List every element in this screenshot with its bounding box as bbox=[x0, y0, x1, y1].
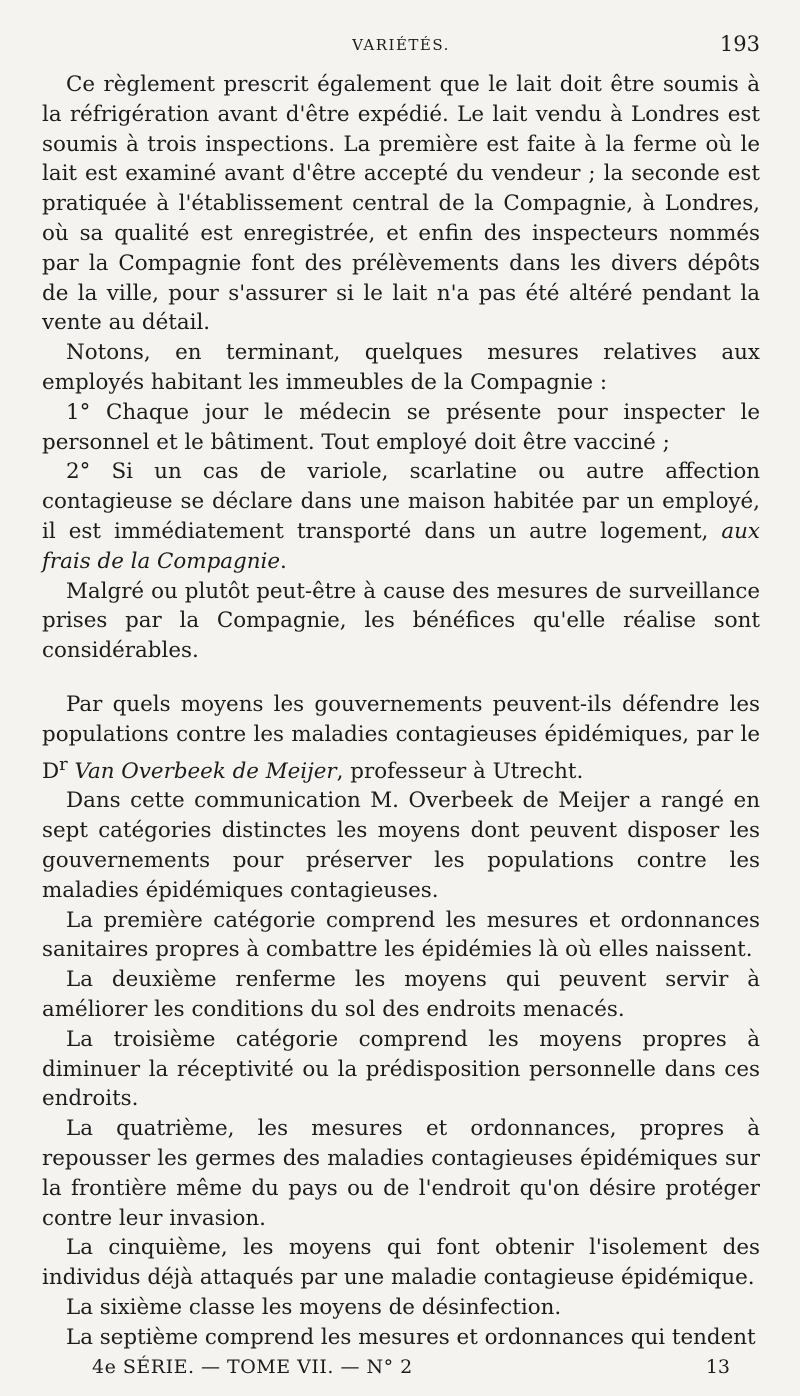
section-title bbox=[42, 690, 760, 787]
paragraph-category-4: La quatrième, les mesures et ordonnances, propres à repousser les germes des maladies contagieuses épidémiques sur la frontière même du pays ou de l'endroit qu'on désire protéger contre leur invasion. bbox=[42, 1116, 760, 1231]
section-title-author: Van Overbeek de Meijer bbox=[74, 758, 337, 784]
section-title-start: Par quels moyens les gouvernements peuvent-ils défendre les populations contre les maladies contagieuses épidémiques, par le D bbox=[42, 691, 760, 784]
list-item-contagion-italic: aux frais de la Compagnie bbox=[42, 518, 760, 574]
series-info: 4e SÉRIE. — TOME VII. — N° 2 bbox=[92, 1356, 413, 1378]
list-item-contagion-text: 2° Si un cas de variole, scarlatine ou autre affection contagieuse se déclare dans une maison habitée par un employé, il est immédiatement transporté dans un autre logement, bbox=[42, 459, 760, 544]
paragraph-employee-measures: Notons, en terminant, quelques mesures relatives aux employés habitant les immeubles de la Compagnie : bbox=[42, 340, 760, 395]
paragraph-category-6: La sixième classe les moyens de désinfection. bbox=[66, 1295, 562, 1320]
list-item-contagion-end: . bbox=[280, 548, 287, 574]
paragraph-category-1: La première catégorie comprend les mesures et ordonnances sanitaires propres à combattre les épidémies là où elles naissent. bbox=[42, 907, 760, 963]
page-header bbox=[42, 32, 760, 60]
paragraph-milk-inspections: Ce règlement prescrit également que le lait doit être soumis à la réfrigération avant d'être expédié. Le lait vendu à Londres est soumis à trois inspections. La première est faite à la ferme où le lait est examiné avant d'être accepté du vendeur ; la seconde est pratiquée à l'établissement central de la Compagnie, à Londres, où sa qualité est enregistrée, et enfin des inspecteurs nommés par la Compagnie font des prélèvements dans les divers dépôts de la ville, pour s'assurer si le lait n'a pas été altéré pendant la vente au détail. bbox=[42, 72, 760, 336]
running-title: VARIÉTÉS. bbox=[352, 36, 450, 54]
paragraph-category-7: La septième comprend les mesures et ordonnances qui tendent bbox=[66, 1324, 756, 1350]
paragraph-profits: Malgré ou plutôt peut-être à cause des mesures de surveillance prises par la Compagnie, les bénéfices qu'elle réalise sont considérables. bbox=[42, 578, 760, 664]
list-item-vaccination: 1° Chaque jour le médecin se présente pour inspecter le personnel et le bâtiment. Tout employé doit être vacciné ; bbox=[42, 399, 760, 455]
paragraph-category-5: La cinquième, les moyens qui font obtenir l'isolement des individus déjà attaqués par une maladie contagieuse épidémique. bbox=[42, 1235, 760, 1291]
page-footer bbox=[42, 1356, 760, 1386]
signature-mark: 13 bbox=[705, 1356, 730, 1378]
list-item-contagion bbox=[42, 457, 760, 576]
page-body bbox=[42, 70, 760, 1353]
paragraph-category-3: La troisième catégorie comprend les moyens propres à diminuer la réceptivité ou la prédisposition personnelle dans ces endroits. bbox=[42, 1026, 760, 1112]
paragraph-category-2: La deuxième renferme les moyens qui peuvent servir à améliorer les conditions du sol des endroits menacés. bbox=[42, 967, 760, 1023]
section-title-end: , professeur à Utrecht. bbox=[336, 758, 584, 784]
page-number: 193 bbox=[719, 32, 760, 56]
paragraph-communication: Dans cette communication M. Overbeek de Meijer a rangé en sept catégories distinctes les moyens dont peuvent disposer les gouvernements pour préserver les populations contre les maladies épidémiques contagieuses. bbox=[42, 788, 760, 903]
section-title-sup: r bbox=[59, 753, 68, 775]
